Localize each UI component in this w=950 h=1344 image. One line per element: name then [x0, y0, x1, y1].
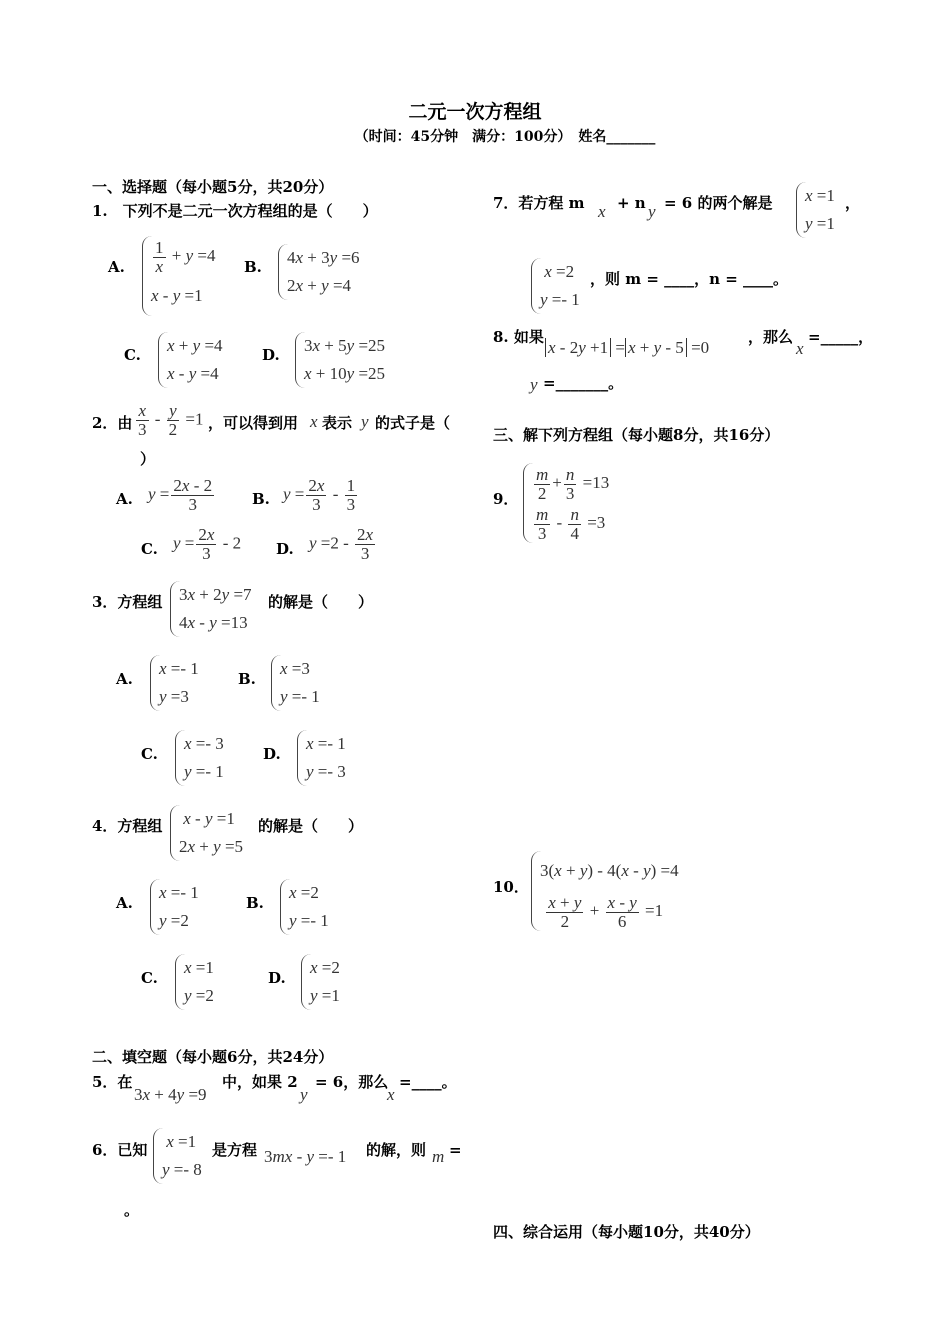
- q3-option-c-label: C.: [141, 745, 158, 763]
- q2-prefix: 2．由: [92, 414, 133, 432]
- q1-option-a-label: A.: [108, 258, 125, 276]
- q1-option-c-label: C.: [124, 346, 141, 364]
- q2-option-d: y =2 - $\frac{2x}{3}$: [309, 525, 374, 563]
- q2-equation: $\frac{x}{3}$ - $\frac{y}{2}$ =1: [138, 401, 204, 439]
- q7-stem-mid: + n: [617, 194, 646, 212]
- q2-option-b-label: B.: [252, 490, 270, 508]
- q5-equation: 3x + 4y =9: [134, 1085, 207, 1104]
- q8-var-x: x: [796, 339, 804, 358]
- q7-solution-2: x =2 y =- 1: [531, 258, 580, 314]
- q3-prefix: 3．方程组: [92, 593, 163, 611]
- q4-option-a-label: A.: [116, 894, 133, 912]
- q2-option-a-label: A.: [116, 490, 133, 508]
- q3-option-a-system: x =- 1 y =3: [150, 655, 199, 711]
- q6-equation: 3mx - y =- 1: [264, 1147, 347, 1166]
- page-title: 二元一次方程组: [408, 101, 542, 123]
- q4-option-c-system: x =1 y =2: [175, 954, 214, 1010]
- q5-stem-mid: 中，如果 2: [222, 1073, 298, 1091]
- q4-system: x - y =1 2x + y =5: [170, 805, 243, 861]
- q2-stem-end2: ）: [140, 450, 156, 468]
- page-subtitle: （时间：45分钟 满分：100分） 姓名_______: [354, 129, 656, 145]
- q1-option-a-system: $\frac{1}{x}$ + y =4 x - y =1: [142, 236, 215, 316]
- q3-option-d-label: D.: [263, 745, 281, 763]
- q4-option-d-system: x =2 y =1: [301, 954, 340, 1010]
- q6-stem-end: =: [449, 1141, 462, 1159]
- q4-option-a-system: x =- 1 y =2: [150, 879, 199, 935]
- q7-var-x: x: [598, 202, 606, 221]
- q6-var-m: m: [432, 1147, 445, 1166]
- q2-option-c-label: C.: [141, 540, 158, 558]
- q1-stem: 1. 下列不是二元一次方程组的是（ ）: [92, 202, 378, 220]
- q4-option-c-label: C.: [141, 969, 158, 987]
- q5-stem-end: =____。: [399, 1073, 457, 1091]
- q8-equation: x - 2y +1 = x + y - 5 =0: [545, 339, 709, 356]
- q1-option-d-system: 3x + 5y =25 x + 10y =25: [295, 332, 385, 388]
- q3-option-a-label: A.: [116, 670, 133, 688]
- q1-option-b-system: 4x + 3y =6 2x + y =4: [278, 244, 360, 300]
- q2-stem-mid2: 表示: [322, 414, 353, 432]
- section-solve-heading: 三、解下列方程组（每小题8分，共16分）: [493, 426, 780, 444]
- q10-number: 10．: [493, 878, 529, 896]
- q2-option-c: y = $\frac{2x}{3}$ - 2: [173, 525, 242, 563]
- q5-var-x: x: [387, 1085, 395, 1104]
- q7-comma: ，: [845, 194, 861, 212]
- q5-stem-mid2: = 6，那么: [315, 1073, 389, 1091]
- q8-blank-x: =_____，: [808, 328, 874, 346]
- q6-stem-end2: 。: [124, 1201, 140, 1219]
- q7-stem-mid2: = 6 的两个解是: [664, 194, 773, 212]
- q7-stem-then: ，则 m = ____，n = ____。: [590, 270, 789, 288]
- q4-option-d-label: D.: [268, 969, 286, 987]
- section-fill-heading: 二、填空题（每小题6分，共24分）: [92, 1048, 334, 1066]
- q2-stem-end: 的式子是（: [375, 414, 451, 432]
- q3-option-d-system: x =- 1 y =- 3: [297, 730, 346, 786]
- q5-var-y: y: [300, 1085, 308, 1104]
- q7-solution-1: x =1 y =1: [796, 182, 835, 238]
- q2-option-b: y = $\frac{2x}{3}$ - $\frac{1}{3}$: [283, 476, 356, 514]
- q1-option-b-label: B.: [244, 258, 262, 276]
- q3-option-b-label: B.: [238, 670, 256, 688]
- q7-var-y: y: [648, 202, 656, 221]
- q3-option-c-system: x =- 3 y =- 1: [175, 730, 224, 786]
- q3-stem-end: 的解是（ ）: [268, 593, 374, 611]
- q4-stem-end: 的解是（ ）: [258, 817, 364, 835]
- q2-stem-mid: ，可以得到用: [208, 414, 299, 432]
- q9-system: $\frac{m}{2}$ + $\frac{n}{3}$ =13 $\frac{m}{3}$ - $\frac{n}{4}$ =3: [523, 463, 609, 543]
- q6-stem-mid2: 的解，则: [366, 1141, 427, 1159]
- q5-prefix: 5．在: [92, 1073, 133, 1091]
- q8-blank-y: =_______。: [543, 374, 624, 392]
- q6-prefix: 6．已知: [92, 1141, 148, 1159]
- q6-system: x =1 y =- 8: [153, 1128, 202, 1184]
- q4-prefix: 4．方程组: [92, 817, 163, 835]
- q8-prefix: 8. 如果: [493, 328, 544, 346]
- q2-var-y: y: [361, 412, 369, 431]
- q2-option-a: y = $\frac{2x - 2}{3}$: [148, 476, 213, 514]
- q10-system: 3(x + y) - 4(x - y) =4 $\frac{x + y}{2}$ + $\frac{x - y}{6}$ =1: [531, 851, 679, 931]
- q3-option-b-system: x =3 y =- 1: [271, 655, 320, 711]
- q7-prefix: 7．若方程 m: [493, 194, 585, 212]
- q1-option-d-label: D.: [262, 346, 280, 364]
- q4-option-b-label: B.: [246, 894, 264, 912]
- q8-var-y: y: [530, 375, 538, 394]
- q2-var-x: x: [310, 412, 318, 431]
- section-choice-heading: 一、选择题（每小题5分，共20分）: [92, 178, 334, 196]
- q8-stem-then: ，那么: [748, 328, 794, 346]
- q2-option-d-label: D.: [276, 540, 294, 558]
- q3-system: 3x + 2y =7 4x - y =13: [170, 581, 252, 637]
- q9-number: 9．: [493, 490, 519, 508]
- q4-option-b-system: x =2 y =- 1: [280, 879, 329, 935]
- section-comprehensive-heading: 四、综合运用（每小题10分，共40分）: [493, 1223, 760, 1241]
- q6-stem-mid: 是方程: [212, 1141, 258, 1159]
- q1-option-c-system: x + y =4 x - y =4: [158, 332, 223, 388]
